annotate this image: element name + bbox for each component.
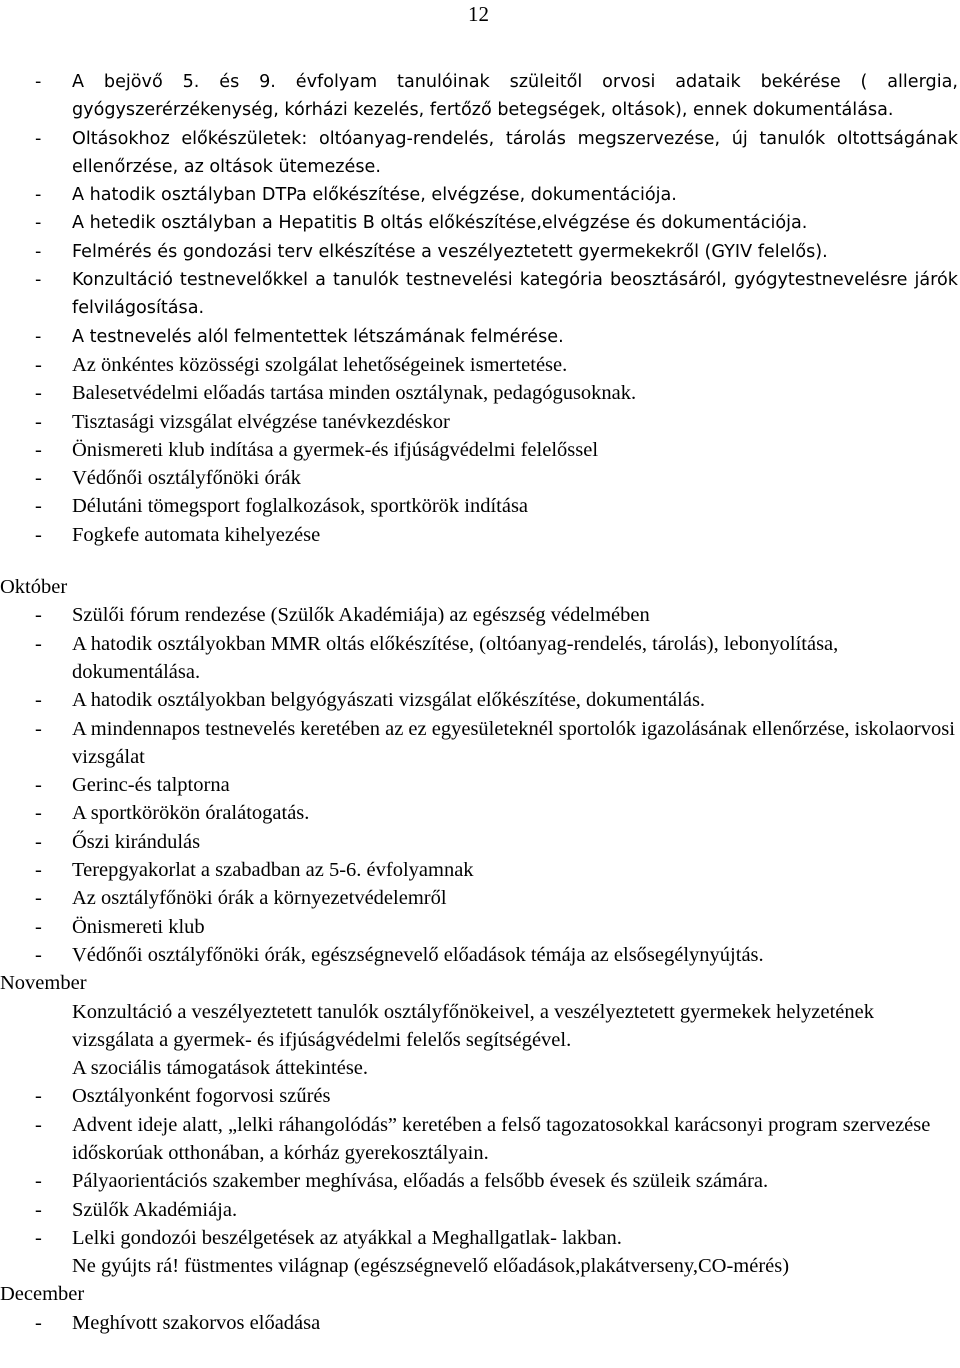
- month-heading: November: [0, 972, 87, 995]
- list-item: [0, 266, 958, 323]
- document-body: [0, 68, 960, 1337]
- list-item: [0, 630, 958, 687]
- list-item: [0, 351, 958, 379]
- bullet-dash: -: [35, 382, 42, 405]
- list-item-text: A hetedik osztályban a Hepatitis B oltás előkészítése,elvégzése és dokumentációja.: [72, 213, 808, 234]
- bullet-dash: -: [35, 1311, 42, 1334]
- month-heading: December: [0, 1283, 85, 1306]
- list-item-text: Meghívott szakorvos előadása: [72, 1311, 321, 1334]
- list-item-text: Advent ideje alatt, „lelki ráhangolódás” keretében a felső tagozatosokkal karácsonyi program szervezése időskorúak otthonában, a kórház gyerekosztályain.: [72, 1113, 931, 1164]
- list-item-text: Gerinc-és talptorna: [72, 774, 230, 797]
- bullet-dash: -: [35, 859, 42, 882]
- list-item-text: Védőnői osztályfőnöki órák, egészségnevelő előadások témája az elsősegélynyújtás.: [72, 943, 764, 966]
- list-item: [0, 1196, 958, 1224]
- bullet-dash: -: [35, 632, 42, 655]
- bullet-dash: -: [35, 438, 42, 461]
- month-heading: Október: [0, 576, 68, 599]
- list-item: [0, 884, 958, 912]
- list-item: [0, 521, 958, 549]
- list-item: [0, 1309, 958, 1337]
- list-item: [0, 856, 958, 884]
- bullet-dash: -: [35, 915, 42, 938]
- list-item-text: Fogkefe automata kihelyezése: [72, 523, 321, 546]
- bullet-dash: -: [35, 72, 42, 92]
- list-item: [0, 238, 958, 266]
- bullet-dash: -: [35, 943, 42, 966]
- list-item-text: Lelki gondozói beszélgetések az atyákkal a Meghallgatlak- lakban.: [72, 1226, 622, 1249]
- list-item-text: A szociális támogatások áttekintése.: [72, 1057, 369, 1080]
- list-item-text: Önismereti klub: [72, 915, 205, 938]
- bullet-dash: -: [35, 717, 42, 740]
- list-item-text: Szülők Akadémiája.: [72, 1198, 238, 1221]
- bullet-dash: -: [35, 326, 42, 347]
- list-item-text: Tisztasági vizsgálat elvégzése tanévkezdéskor: [72, 410, 450, 433]
- list-item-text: A testnevelés alól felmentettek létszámának felmérése.: [72, 326, 564, 347]
- list-item: [0, 1082, 958, 1110]
- bullet-dash: -: [35, 1170, 42, 1193]
- bullet-dash: -: [35, 1113, 42, 1136]
- list-item: [0, 464, 958, 492]
- list-item-text: Osztályonként fogorvosi szűrés: [72, 1085, 331, 1108]
- list-item: [0, 715, 958, 772]
- bullet-dash: -: [35, 774, 42, 797]
- list-item-text: Őszi kirándulás: [72, 830, 201, 853]
- bullet-dash: -: [35, 604, 42, 627]
- bullet-dash: -: [35, 830, 42, 853]
- list-item: [0, 998, 958, 1055]
- list-item-text: A mindennapos testnevelés keretében az ez egyesületeknél sportolók igazolásának ellenőrzése, iskolaorvosi vizsgálat: [72, 717, 955, 768]
- list-item-text: Az osztályfőnöki órák a környezetvédelemről: [72, 887, 447, 910]
- list-item-text: A hatodik osztályokban belgyógyászati vizsgálat előkészítése, dokumentálás.: [72, 689, 706, 712]
- list-item: [0, 601, 958, 629]
- list-item: [0, 323, 958, 351]
- list-item: [0, 1224, 958, 1252]
- list-item: [0, 209, 958, 237]
- list-item: [0, 913, 958, 941]
- bullet-dash: -: [35, 523, 42, 546]
- list-item: [0, 436, 958, 464]
- page-number: 12: [468, 2, 489, 26]
- list-item: [0, 68, 958, 125]
- list-item: [0, 799, 958, 827]
- bullet-dash: -: [35, 495, 42, 518]
- list-item-text: Pályaorientációs szakember meghívása, előadás a felsőbb évesek és szüleik számára.: [72, 1170, 769, 1193]
- list-item: [0, 181, 958, 209]
- list-item: [0, 408, 958, 436]
- list-item: [0, 1167, 958, 1195]
- section-gap: [0, 549, 960, 573]
- list-item-text: A hatodik osztályokban MMR oltás előkészítése, (oltóanyag-rendelés, tárolás), lebonyolítása, dokumentálása.: [72, 632, 839, 683]
- bullet-dash: -: [35, 270, 42, 291]
- list-item: [0, 941, 958, 969]
- list-item-text: Az önkéntes közösségi szolgálat lehetőségeinek ismertetése.: [72, 353, 568, 376]
- list-item-text: Szülői fórum rendezése (Szülők Akadémiája) az egészség védelmében: [72, 604, 650, 627]
- list-item-text: A sportkörökön óralátogatás.: [72, 802, 310, 825]
- list-item-text: Konzultáció testnevelőkkel a tanulók testnevelési kategória beosztásáról, gyógytestnevelésre járók felvilágosítása.: [72, 270, 958, 319]
- list-item-text: Ne gyújts rá! füstmentes világnap (egészségnevelő előadások,plakátverseny,CO-mérés): [72, 1255, 790, 1278]
- list-item-text: Balesetvédelmi előadás tartása minden osztálynak, pedagógusoknak.: [72, 382, 637, 405]
- bullet-dash: -: [35, 128, 42, 149]
- list-item-text: Felmérés és gondozási terv elkészítése a veszélyeztetett gyermekekről (GYIV felelős).: [72, 241, 828, 262]
- list-item-text: Oltásokhoz előkészületek: oltóanyag-rendelés, tárolás megszervezése, új tanulók oltottságának ellenőrzése, az oltások ütemezése.: [72, 128, 958, 177]
- bullet-dash: -: [35, 887, 42, 910]
- list-item-text: Délutáni tömegsport foglalkozások, sportkörök indítása: [72, 495, 529, 518]
- bullet-dash: -: [35, 353, 42, 376]
- list-item-text: Terepgyakorlat a szabadban az 5-6. évfolyamnak: [72, 859, 474, 882]
- list-item: [0, 1111, 958, 1168]
- bullet-dash: -: [35, 1085, 42, 1108]
- list-item: [0, 1252, 958, 1280]
- list-item: [0, 492, 958, 520]
- list-item-text: A bejövő 5. és 9. évfolyam tanulóinak szüleitől orvosi adataik bekérése ( allergia, gyógyszerérzékenység, kórházi kezelés, fertőző betegségek, oltások), ennek dokumentálása.: [72, 72, 958, 121]
- list-item-text: Konzultáció a veszélyeztetett tanulók osztályfőnökeivel, a veszélyeztetett gyermekek helyzetének vizsgálata a gyermek- és ifjúságvédelmi felelős segítségével.: [72, 1000, 874, 1051]
- list-item: [0, 686, 958, 714]
- bullet-dash: -: [35, 213, 42, 234]
- bullet-dash: -: [35, 410, 42, 433]
- list-item: [0, 1054, 958, 1082]
- list-item-text: Védőnői osztályfőnöki órák: [72, 467, 301, 490]
- bullet-dash: -: [35, 802, 42, 825]
- bullet-dash: -: [35, 467, 42, 490]
- list-item-text: Önismereti klub indítása a gyermek-és ifjúságvédelmi felelőssel: [72, 438, 599, 461]
- bullet-dash: -: [35, 241, 42, 262]
- bullet-dash: -: [35, 689, 42, 712]
- list-item: [0, 379, 958, 407]
- list-item: [0, 125, 958, 182]
- bullet-dash: -: [35, 1226, 42, 1249]
- list-item-text: A hatodik osztályban DTPa előkészítése, elvégzése, dokumentációja.: [72, 185, 677, 206]
- bullet-dash: -: [35, 1198, 42, 1221]
- list-item: [0, 771, 958, 799]
- bullet-dash: -: [35, 185, 42, 206]
- list-item: [0, 828, 958, 856]
